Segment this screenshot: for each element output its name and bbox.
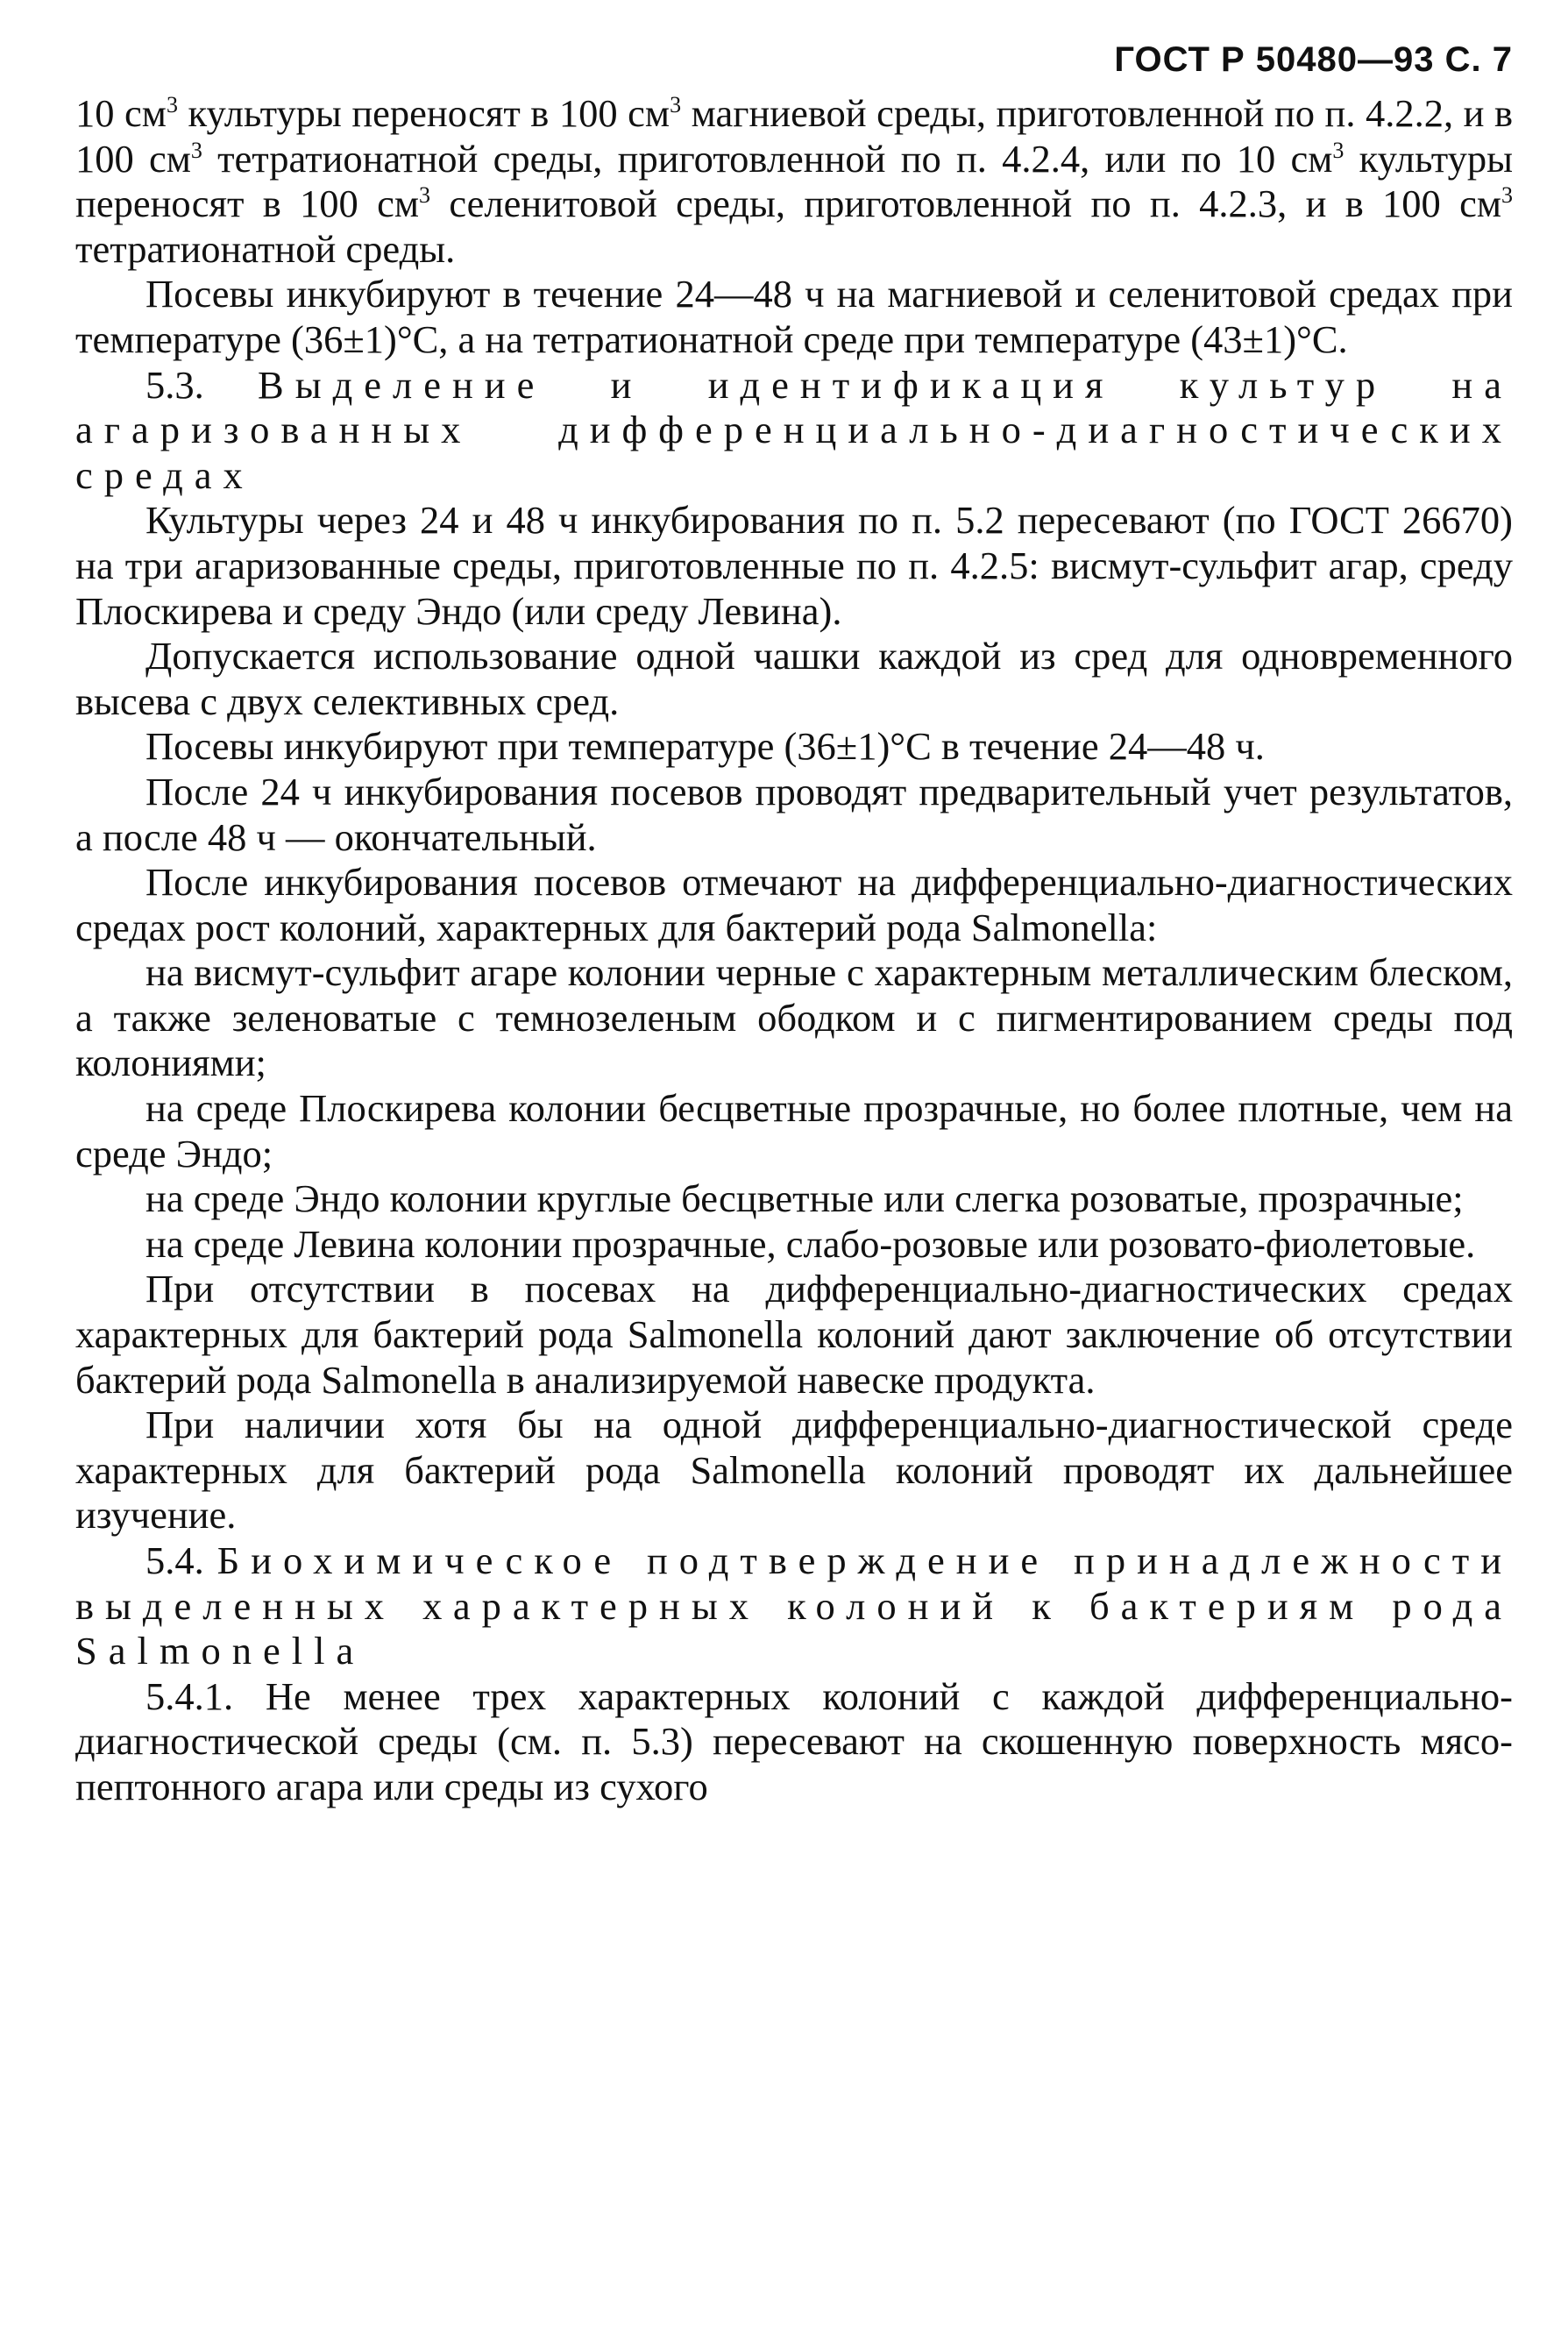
text-run: Посевы инкубируют в течение 24—48 ч на магниевой и селенитовой средах при температуре (36±1)°С, а на тетратионатной среде при температуре (43±1)°С. bbox=[75, 272, 1513, 361]
text-run: культуры переносят в 100 см bbox=[75, 136, 1513, 226]
item-endo bbox=[75, 1176, 1513, 1222]
text-run: 5.4.1. Не менее трех характерных колоний с каждой дифференциально-диагностической среды (см. п. 5.3) пересевают на скошенную поверхность мясо-пептонного агара или среды из сухого bbox=[75, 1673, 1513, 1808]
text-run: После инкубирования посевов отмечают на дифференциально-диагностических средах рост колоний, характерных для бактерий рода Salmonella: bbox=[75, 860, 1513, 949]
item-ploskirev bbox=[75, 1086, 1513, 1176]
section-5-3-heading bbox=[75, 363, 1513, 499]
para-note-growth bbox=[75, 860, 1513, 950]
superscript: 3 bbox=[166, 92, 178, 118]
text-run: Посевы инкубируют при температуре (36±1)°С в течение 24—48 ч. bbox=[145, 724, 1265, 769]
section-title: Выделение и идентификация культур на агаризованных дифференциально-диагностических средах bbox=[75, 362, 1513, 497]
text-run: 5.3. bbox=[145, 362, 259, 407]
text-run: тетратионатной среды. bbox=[75, 226, 456, 271]
text-run: тетратионатной среды, приготовленной по п. 4.2.4, или по 10 см bbox=[202, 136, 1333, 181]
text-run: При отсутствии в посевах на дифференциально-диагностических средах характерных для бактерий рода Salmonella колоний дают заключение об отсутствии бактерий рода Salmonella в анализируемой навеске продукта. bbox=[75, 1267, 1513, 1402]
para-preliminary-result bbox=[75, 770, 1513, 860]
text-run: на среде Левина колонии прозрачные, слабо-розовые или розовато-фиолетовые. bbox=[145, 1221, 1476, 1266]
text-run: культуры переносят в 100 см bbox=[177, 91, 670, 135]
text-run: 10 см bbox=[75, 91, 167, 135]
superscript: 3 bbox=[190, 137, 202, 163]
superscript: 3 bbox=[1332, 137, 1345, 163]
text-run: После 24 ч инкубирования посевов проводят предварительный учет результатов, а после 48 ч — окончательный. bbox=[75, 769, 1513, 859]
para-absence-conclusion bbox=[75, 1267, 1513, 1403]
superscript: 3 bbox=[1501, 182, 1513, 209]
para-incubate-36 bbox=[75, 724, 1513, 770]
para-incubation-temps bbox=[75, 272, 1513, 362]
text-run: на висмут-сульфит агаре колонии черные с характерным металлическим блеском, а также зеленоватые с темнозеленым ободком и с пигментированием среды под колониями; bbox=[75, 950, 1513, 1085]
text-run: При наличии хотя бы на одной дифференциально-диагностической среде характерных для бактерий рода Salmonella колоний проводят их дальнейшее изучение. bbox=[75, 1403, 1513, 1538]
text-run: на среде Плоскирева колонии бесцветные прозрачные, но более плотные, чем на среде Эндо; bbox=[75, 1086, 1513, 1176]
document-body bbox=[75, 91, 1513, 1810]
text-run: селенитовой среды, приготовленной по п. 4.2.3, и в 100 см bbox=[430, 181, 1501, 226]
superscript: 3 bbox=[419, 182, 431, 209]
para-presence-study bbox=[75, 1403, 1513, 1538]
para-one-dish bbox=[75, 634, 1513, 724]
text-run: Допускается использование одной чашки каждой из сред для одновременного высева с двух селективных сред. bbox=[75, 634, 1513, 723]
document-page bbox=[75, 35, 1513, 2314]
page-header: ГОСТ Р 50480—93 С. 7 bbox=[1114, 40, 1513, 79]
superscript: 3 bbox=[670, 92, 682, 118]
para-5-4-1 bbox=[75, 1674, 1513, 1810]
para-transfer-culture bbox=[75, 91, 1513, 272]
text-run: магниевой среды, приготовленной по п. 4.2.2, и в 100 см bbox=[75, 91, 1513, 181]
text-run: 5.4. bbox=[145, 1538, 217, 1582]
item-bismuth-sulfite bbox=[75, 950, 1513, 1086]
text-run: на среде Эндо колонии круглые бесцветные или слегка розоватые, прозрачные; bbox=[145, 1176, 1464, 1221]
item-levin bbox=[75, 1222, 1513, 1268]
text-run: Культуры через 24 и 48 ч инкубирования по п. 5.2 пересевают (по ГОСТ 26670) на три агаризованные среды, приготовленные по п. 4.2.5: висмут-сульфит агар, среду Плоскирева и среду Эндо (или среду Левина). bbox=[75, 498, 1513, 633]
section-5-4-heading bbox=[75, 1538, 1513, 1674]
section-title: Биохимическое подтверждение принадлежности выделенных характерных колоний к бактериям рода Salmonella bbox=[75, 1538, 1513, 1673]
para-reseed-cultures bbox=[75, 498, 1513, 634]
